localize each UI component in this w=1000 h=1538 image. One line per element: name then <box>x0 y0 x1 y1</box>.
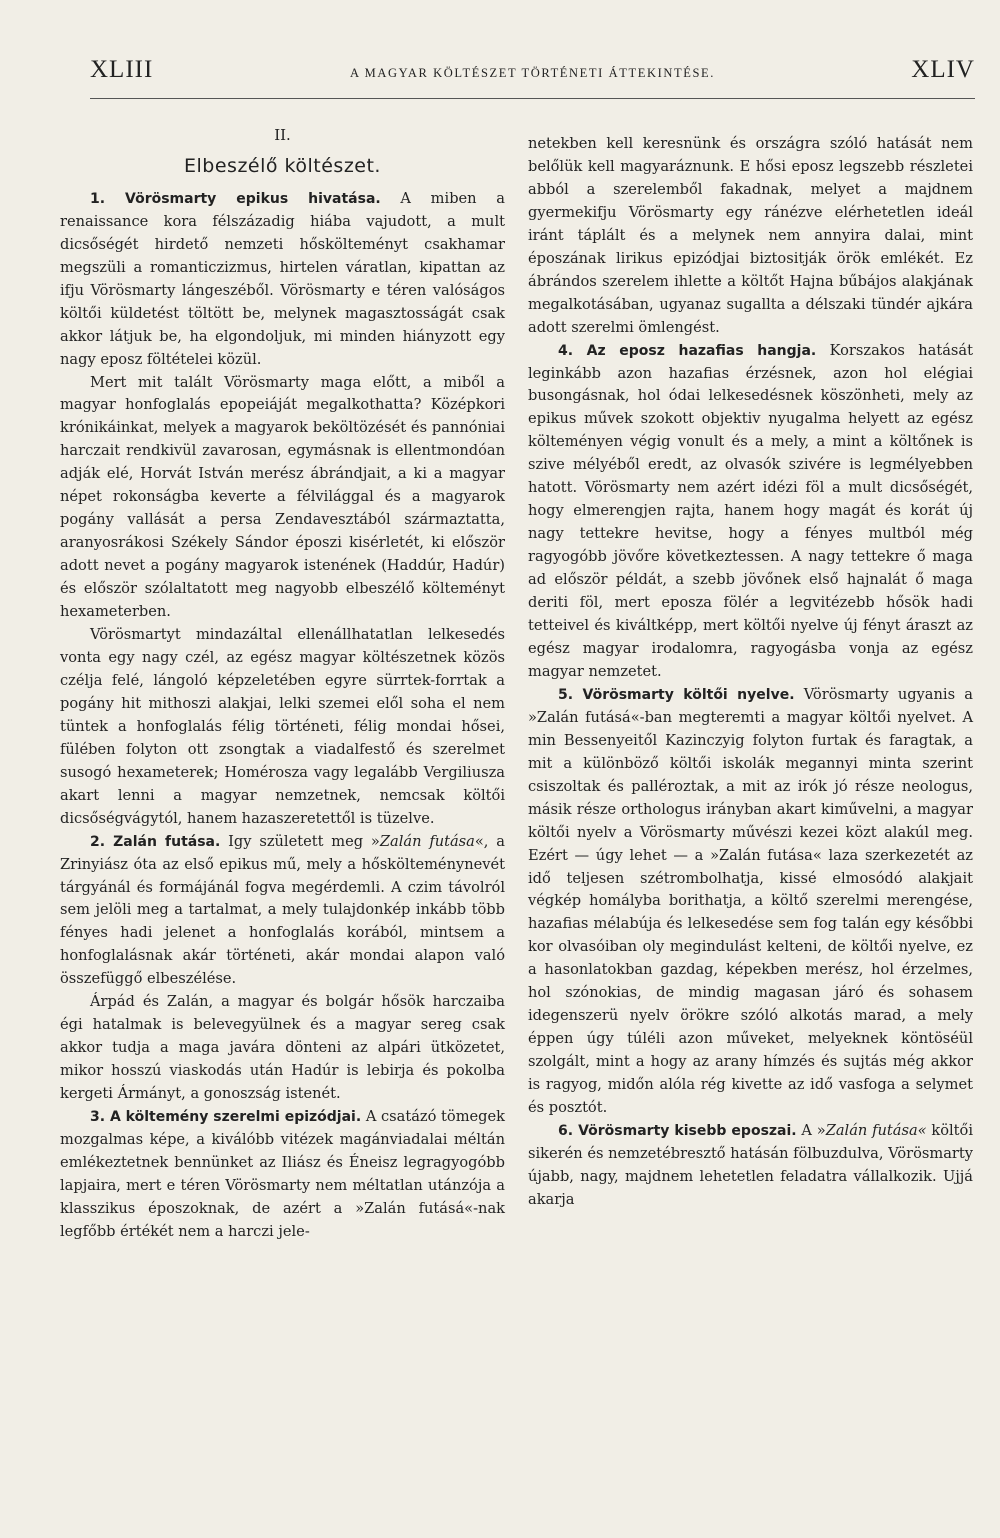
paragraph: Vörösmartyt mindazáltal ellenállhatatlan lelkesedés vonta egy nagy czél, az egész magyar költészetnek közös czélja felé, lángoló képzeletében egyre sürrtek-forrtak a pogány hit mithoszi alakjai, lelki szemei elől soha el nem tüntek a honfoglalás félig történeti, félig mondai hősei, fülében folyton ott zsongtak a viadalfestő és szerelmet susogó hexameterek; Homérosza vagy legalább Vergiliusza akart lenni a magyar nemzetnek, nemcsak költői dicsőségvágytól, hanem hazaszeretettől is tüzelve. <box>60 626 505 827</box>
paragraph-text: Korszakos hatását leginkább azon hazafias érzésnek, azon hol elégiai busongásnak, hol ódai lelkesedésnek köszönheti, mely az epikus művek szokott objektiv nyugalma helyett az egész költeményen végig vonult és a mely, a mint a költőnek is szive mélyéből eredt, az olvasók szivére is legmélyebben hatott. Vörösmarty nem azért idézi föl a mult dicsőségét, hogy elmerengjen rajta, hanem hogy magát és korát új nagy tettekre hevitse, hogy a fényes multból még ragyogóbb jövőre következtessen. A nagy tettekre ő maga ad először példát, a szebb jövőnek első hajnalát ő maga deriti föl, mert eposza fölér a legvitézebb hősök hadi tetteivel és kiváltképp, mert költői nyelve új fényt áraszt az egész magyar irodalomra, ragyogásba vonja az egész magyar nemzetet. <box>528 341 973 680</box>
paragraph <box>60 1106 505 1244</box>
paragraph-text: Igy született meg » <box>220 832 380 850</box>
subsection-heading: 6. Vörösmarty kisebb eposzai. <box>558 1122 797 1139</box>
paragraph-text: «, a Zrinyiász óta az első epikus mű, mely a hőskölteménynevét tárgyánál és formájánál fogva megérdemli. A czim távolról sem jelöli meg a tartalmat, a mely tulajdonkép inkább több fényes hadi jelenet a honfoglalás korából, mintsem a honfoglalásnak akár történeti, akár mondai alapon való összefüggő elbeszélése. <box>60 832 505 988</box>
subsection-heading: 2. Zalán futása. <box>90 833 221 850</box>
paragraph <box>528 340 973 684</box>
paragraph-text: költői sikerén és nemzetébresztő hatásán fölbuzdulva, Vörösmarty újabb, nagy, majdnem lehetetlen feladatra vállalkozik. Ujjá akarja <box>528 1121 973 1208</box>
chapter-number: II. <box>274 126 291 144</box>
right-column <box>528 133 973 1533</box>
left-column <box>60 118 505 1518</box>
subsection-heading: 1. Vörösmarty epikus hivatása. <box>90 190 381 207</box>
work-title: Zalán futása« <box>825 1121 927 1139</box>
paragraph-text: A » <box>796 1121 826 1139</box>
page-number-right: XLIV <box>911 56 975 83</box>
paragraph: netekben kell keresnünk és országra szóló hatását nem belőlük kell magyaráznunk. E hősi eposz legszebb részletei abból a szerelemből fakadnak, melyet a majdnem gyermekifju Vörösmarty egy ránézve elérhetetlen ideál iránt táplált és a melynek nem annyira dalai, mint époszának lirikus epizódjai biztositják örök emlékét. Ez ábrándos szerelem ihlette a költőt Hajna bűbájos alakjának megalkotásában, ugyanaz sugallta a délszaki tündér ajkára adott szerelmi ömlengést. <box>528 135 973 336</box>
page-number-left: XLIII <box>90 56 154 83</box>
subsection-heading: 4. Az eposz hazafias hangja. <box>558 342 817 359</box>
subsection-heading: 3. A költemény szerelmi epizódjai. <box>90 1109 362 1126</box>
paragraph <box>528 1120 973 1212</box>
work-title: Zalán futása <box>379 832 475 850</box>
running-title: A MAGYAR KÖLTÉSZET TÖRTÉNETI ÁTTEKINTÉSE. <box>350 66 715 80</box>
paragraph-text: A miben a renaissance kora félszázadig hiába vajudott, a mult dicsőségét hirdető nemzeti hőskölteményt csakhamar megszüli a romanticzizmus, hirtelen váratlan, kipattan az ifju Vörösmarty lángeszéből. Vörösmarty e téren valóságos költői küldetést töltött be, melynek magasztosságát csak akkor látjuk be, ha elgondoljuk, mi minden hiányzott egy nagy eposz föltételei közül. <box>60 189 505 368</box>
section-title: Elbeszélő költészet. <box>184 154 381 177</box>
paragraph-text: A csatázó tömegek mozgalmas képe, a kiválóbb vitézek magánviadalai méltán emlékeztetnek bennünket az Iliász és Éneisz legragyogóbb lapjaira, mert e téren Vörösmarty nem méltatlan utánzója a klasszikus époszoknak, de azért a »Zalán futásá«-nak legfőbb értékét nem a harczi jele- <box>60 1108 505 1240</box>
paragraph <box>60 188 505 372</box>
paragraph-text: Vörösmarty ugyanis a »Zalán futásá«-ban megteremti a magyar költői nyelvet. A min Bessenyeitől Kazinczyig folyton furtak és faragtak, a mit a különböző költői iskolák megannyi minta szerint csiszoltak és palléroztak, a mit az irók jó része neologus, másik része orthologus irányban akart kiművelni, a magyar költői nyelv a Vörösmarty művészi kezei közt alakúl meg. Ezért — úgy lehet — a »Zalán futása« laza szerkezetét az idő teljesen szétrombolhatja, kissé elmosódó alakjait végkép homályba borithatja, a költő szerelmi merengése, hazafias mélabúja és lelkesedése sem fog talán egy későbbi kor olvasóiban oly megindulást kelteni, de költői nyelve, ez a hasonlatokban gazdag, képekben merész, hol érzelmes, hol szónokias, de mindig magasan járó és sohasem idegenszerü nyelv örökre szóló alkotás marad, a mely éppen úgy túléli azon műveket, melyeknek köntöséül szolgált, mint a hogy az arany hímzés és sujtás még akkor is ragyog, midőn alóla rég kivette az idő vasfoga a selymet és posztót. <box>528 685 973 1117</box>
page-header <box>90 52 975 99</box>
subsection-heading: 5. Vörösmarty költői nyelve. <box>558 686 795 703</box>
paragraph: Mert mit talált Vörösmarty maga előtt, a miből a magyar honfoglalás epopeiáját megalkothatta? Középkori krónikáinkat, melyek a magyarok beköltözését és pannóniai harczait rendkivül zavarosan, egymásnak is ellentmondóan adják elé, Horvát István merész ábrándjait, a ki a magyar népet rokonságba keverte a félvilággal és a magyarok pogány vallását a persa Zendavesztából származtatta, aranyosrákosi Székely Sándor époszi kisérletét, ki először adott nevet a pogány magyarok istenének (Haddúr, Hadúr) és először szólaltatott meg nagyobb elbeszélő költeményt hexameterben. <box>60 373 505 621</box>
paragraph: Árpád és Zalán, a magyar és bolgár hősök harczaiba égi hatalmak is belevegyülnek és a magyar sereg csak akkor tudja a maga javára dönteni az alpári ütközetet, mikor hosszú viaskodás után Hadúr is lebirja és pokolba kergeti Ármányt, a gonoszság istenét. <box>60 993 505 1103</box>
paragraph <box>528 684 973 1120</box>
paragraph <box>60 831 505 992</box>
